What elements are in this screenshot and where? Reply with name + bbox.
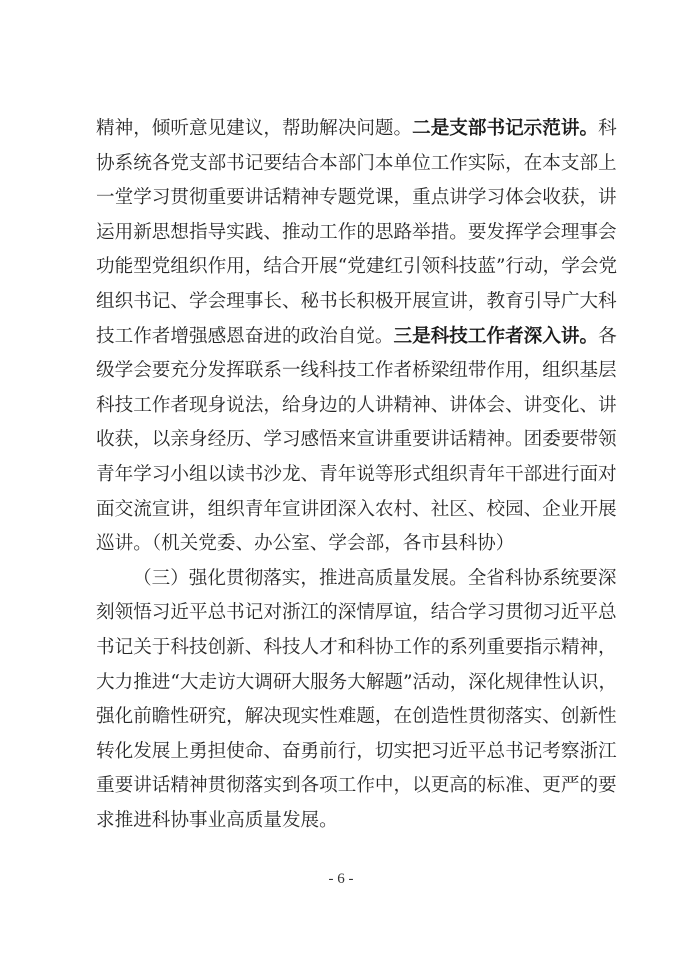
text-line: 运用新思想指导实践、推动工作的思路举措。要发挥学会理事会 (96, 221, 617, 243)
text-line: 刻领悟习近平总书记对浙江的深情厚谊，结合学习贯彻习近平总 (96, 602, 617, 624)
text-line: 收获，以亲身经历、学习感悟来宣讲重要讲话精神。团委要带领 (96, 429, 617, 451)
bold-heading-segment: 二是支部书记示范讲。 (412, 118, 599, 139)
bold-heading-segment: 三是科技工作者深入讲。 (393, 325, 599, 347)
text-line: 重要讲话精神贯彻落实到各项工作中，以更高的标准、更严的要 (96, 775, 617, 797)
text-line: 书记关于科技创新、科技人才和科协工作的系列重要指示精神， (96, 636, 617, 658)
text-line: 强化前瞻性研究，解决现实性难题，在创造性贯彻落实、创新性 (96, 706, 617, 728)
text-line: 求推进科协事业高质量发展。 (96, 809, 338, 831)
text-line: 级学会要充分发挥联系一线科技工作者桥梁纽带作用，组织基层 (96, 360, 617, 382)
body-text (96, 112, 618, 838)
text-line: 协系统各党支部书记要结合本部门本单位工作实际，在本支部上 (96, 152, 617, 174)
text-line: 转化发展上勇担使命、奋勇前行，切实把习近平总书记考察浙江 (96, 740, 617, 762)
text-line (96, 320, 617, 355)
text-segment: 科 (598, 118, 617, 139)
text-segment: （三）强化贯彻落实，推进高质量发展。全省科协系统要深 (133, 567, 617, 589)
text-line: 大力推进“大走访大调研大服务大解题”活动，深化规律性认识， (96, 671, 618, 693)
text-line (96, 562, 617, 597)
text-line: 科技工作者现身说法，给身边的人讲精神、讲体会、讲变化、讲 (96, 394, 617, 416)
text-line: 组织书记、学会理事长、秘书长积极开展宣讲，教育引导广大科 (96, 290, 617, 312)
text-segment: 精神，倾听意见建议，帮助解决问题。 (96, 118, 413, 139)
text-line: 功能型党组织作用，结合开展“党建红引领科技蓝”行动，学会党 (96, 256, 618, 278)
text-line: 巡讲。（机关党委、办公室、学会部，各市县科协） (96, 533, 515, 555)
text-line (96, 112, 617, 147)
text-segment: 各 (598, 325, 617, 347)
text-line: 青年学习小组以读书沙龙、青年说等形式组织青年干部进行面对 (96, 463, 617, 485)
text-line: 面交流宣讲，组织青年宣讲团深入农村、社区、校园、企业开展 (96, 498, 617, 520)
page-number: - 6 - (328, 871, 354, 887)
text-segment: 技工作者增强感恩奋进的政治自觉。 (96, 325, 394, 347)
text-line: 一堂学习贯彻重要讲话精神专题党课，重点讲学习体会收获，讲 (96, 187, 617, 209)
